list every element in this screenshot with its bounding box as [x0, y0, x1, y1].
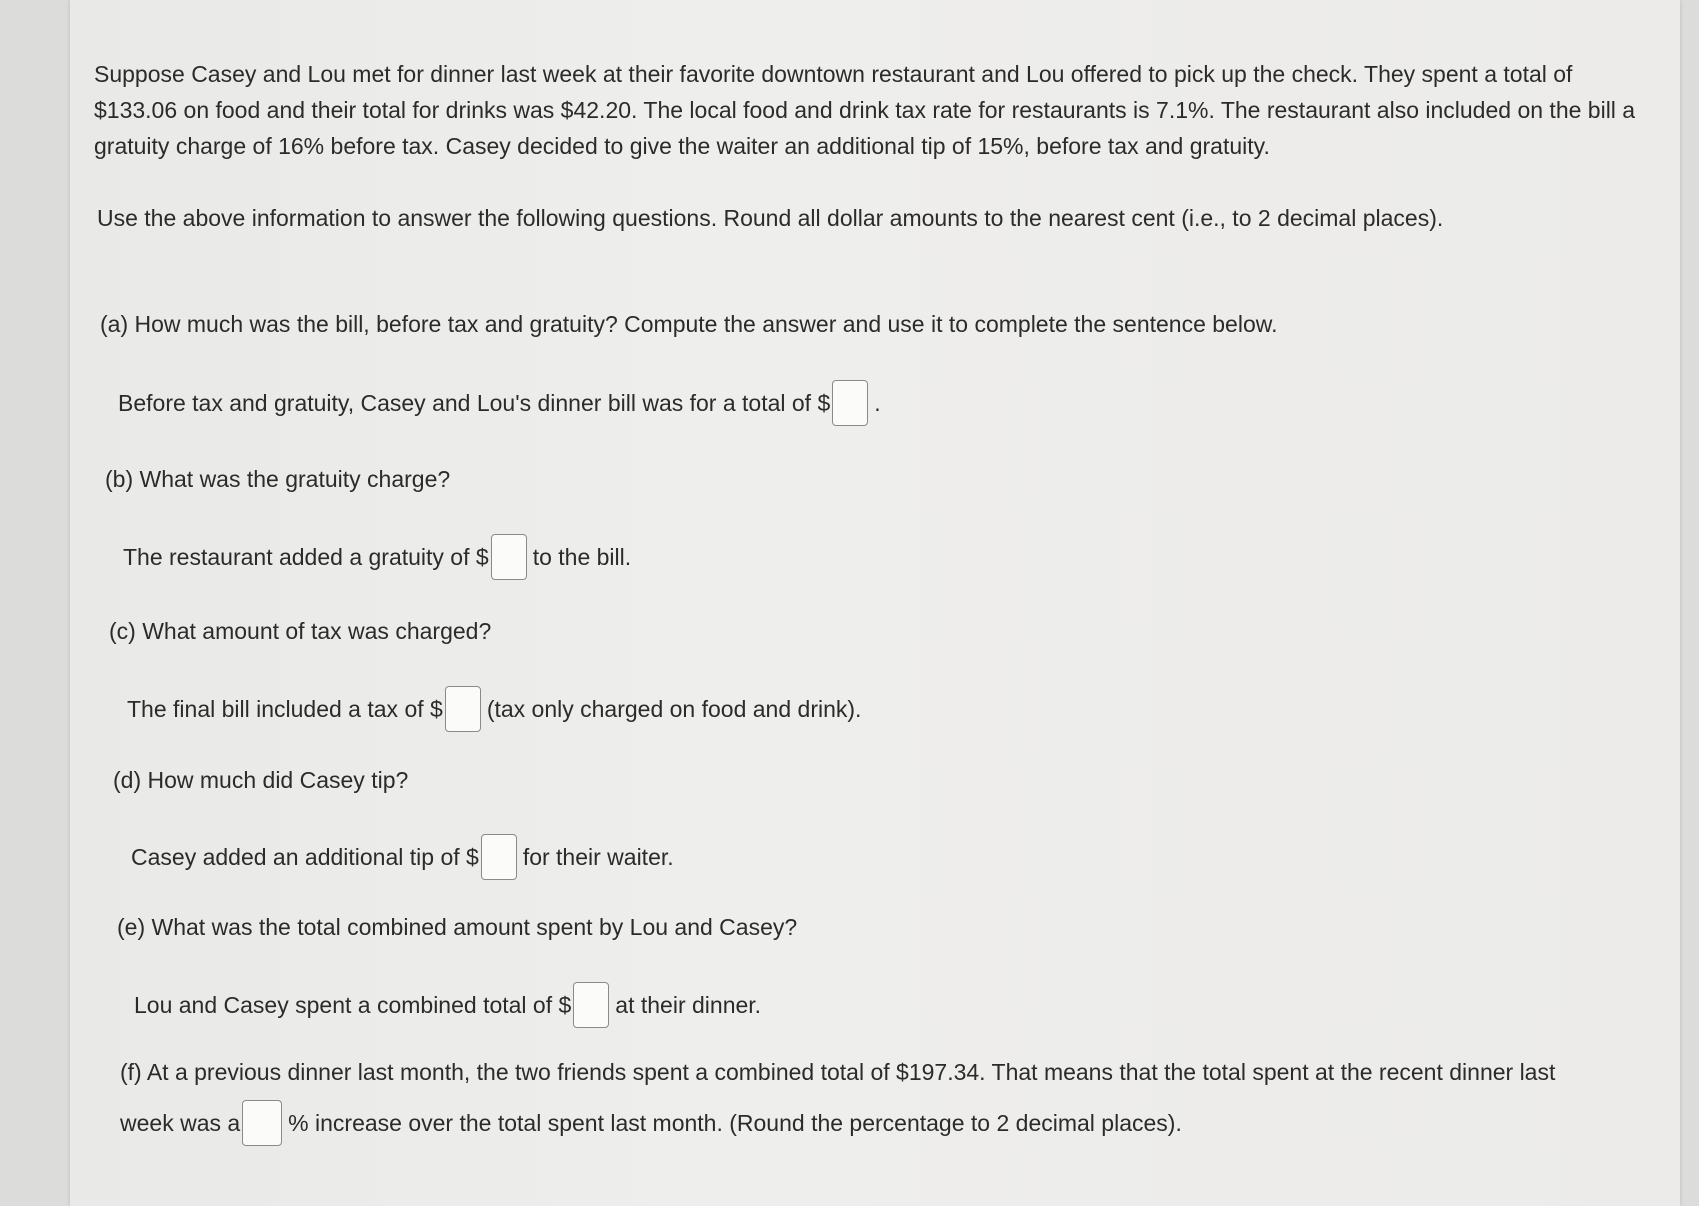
answer-a-prefix: Before tax and gratuity, Casey and Lou's dinner bill was for a total of $ — [118, 390, 831, 416]
answer-row-b — [123, 534, 631, 580]
question-d: (d) How much did Casey tip? — [113, 767, 409, 793]
instructions-text: Use the above information to answer the following questions. Round all dollar amounts to the nearest cent (i.e., to 2 decimal places). — [97, 205, 1444, 231]
answer-c-prefix: The final bill included a tax of $ — [127, 696, 443, 722]
answer-b-prefix: The restaurant added a gratuity of $ — [123, 544, 489, 570]
answer-b-input[interactable] — [491, 534, 527, 580]
question-a: (a) How much was the bill, before tax and gratuity? Compute the answer and use it to complete the sentence below. — [100, 311, 1278, 337]
answer-d-input[interactable] — [481, 834, 517, 880]
answer-d-suffix: for their waiter. — [522, 844, 674, 870]
question-e: (e) What was the total combined amount spent by Lou and Casey? — [117, 914, 798, 940]
answer-row-f — [120, 1100, 1182, 1146]
question-c: (c) What amount of tax was charged? — [109, 618, 492, 644]
answer-d-prefix: Casey added an additional tip of $ — [131, 844, 479, 870]
answer-c-input[interactable] — [445, 686, 481, 732]
answer-f-prefix: week was a — [120, 1110, 241, 1136]
answer-row-c — [127, 686, 861, 732]
answer-e-prefix: Lou and Casey spent a combined total of $ — [134, 992, 572, 1018]
answer-row-e — [134, 982, 761, 1028]
answer-a-suffix: . — [874, 390, 881, 416]
answer-f-input[interactable] — [242, 1100, 282, 1146]
answer-row-a — [118, 380, 881, 426]
answer-row-d — [131, 834, 674, 880]
answer-e-suffix: at their dinner. — [615, 992, 762, 1018]
question-b: (b) What was the gratuity charge? — [105, 466, 451, 492]
problem-statement: Suppose Casey and Lou met for dinner last week at their favorite downtown restaurant and Lou offered to pick up the check. They spent a total of $133.06 on food and their total for drinks was $42.20. The local food and drink tax rate for restaurants is 7.1%. The restaurant also included on the bill a gratuity charge of 16% before tax. Casey decided to give the waiter an additional tip of 15%, before tax and gratuity. — [94, 61, 1636, 159]
answer-c-suffix: (tax only charged on food and drink). — [486, 696, 862, 722]
question-f-line1: (f) At a previous dinner last month, the two friends spent a combined total of $197.34. That means that the total spent at the recent dinner last — [120, 1059, 1556, 1085]
answer-a-input[interactable] — [832, 380, 868, 426]
answer-f-suffix: % increase over the total spent last month. (Round the percentage to 2 decimal places). — [288, 1110, 1182, 1136]
answer-e-input[interactable] — [573, 982, 609, 1028]
answer-b-suffix: to the bill. — [532, 544, 632, 570]
